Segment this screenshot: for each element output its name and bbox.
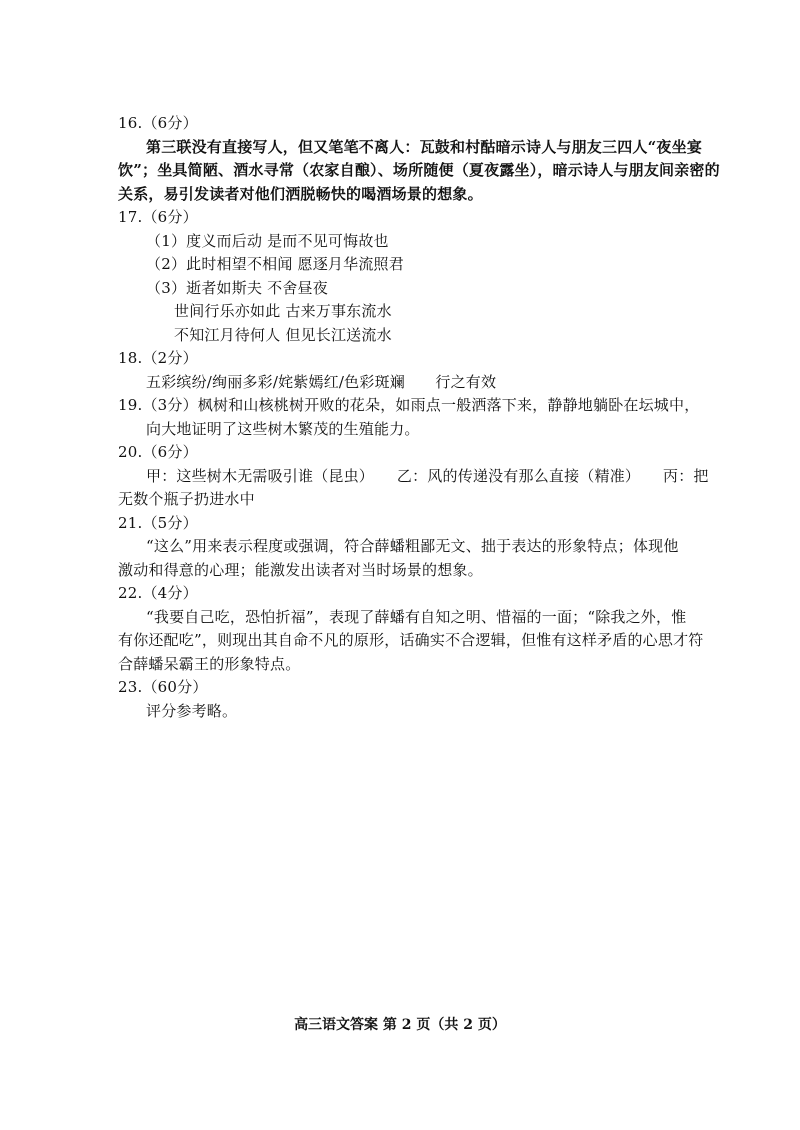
answer-line: 合薛蟠呆霸王的形象特点。 [118, 654, 301, 673]
answer-line: 关系，易引发读者对他们洒脱畅快的喝酒场景的想象。 [118, 184, 483, 203]
answer-line: “我要自己吃，恐怕折福”，表现了薛蟠有自知之明、惜福的一面；“除我之外，惟 [146, 607, 687, 626]
answer-line: 无数个瓶子扔进水中 [118, 490, 255, 508]
answer-line: 19.（3分）枫树和山核桃树开败的花朵，如雨点一般洒落下来，静静地躺卧在坛城中， [118, 396, 700, 414]
answer-line: 激动和得意的心理；能激发出读者对当时场景的想象。 [118, 560, 483, 579]
answer-line: 五彩缤纷/绚丽多彩/姹紫嫣红/色彩斑斓 行之有效 [146, 372, 497, 391]
answer-line: （2）此时相望不相闻 愿逐月华流照君 [146, 255, 404, 273]
answer-line: “这么”用来表示程度或强调，符合薛蟠粗鄙无文、拙于表达的形象特点；体现他 [146, 537, 679, 555]
answer-line: 20.（6分） [118, 443, 198, 461]
answer-line: 16.（6分） [118, 114, 198, 132]
answer-line: 评分参考略。 [146, 701, 238, 720]
answer-line: 18.（2分） [118, 349, 198, 367]
answer-line: 22.（4分） [118, 584, 198, 602]
answer-line: 饮”；坐具简陋、酒水寻常（农家自酿）、场所随便（夏夜露坐），暗示诗人与朋友间亲密的 [118, 161, 720, 179]
answer-line: 不知江月待何人 但见长江送流水 [174, 325, 392, 344]
answer-line: （1）度义而后动 是而不见可悔故也 [146, 231, 389, 250]
page-footer: 高三语文答案 第 2 页（共 2 页） [294, 1017, 506, 1033]
answer-content [118, 112, 738, 723]
answer-line: 有你还配吃”，则现出其自命不凡的原形，话确实不合逻辑，但惟有这样矛盾的心思才符 [118, 631, 704, 649]
answer-line: （3）逝者如斯夫 不舍昼夜 [146, 278, 328, 297]
answer-line: 21.（5分） [118, 513, 198, 532]
answer-line: 23.（60分） [118, 678, 208, 696]
answer-line: 第三联没有直接写人，但又笔笔不离人：瓦鼓和村酤暗示诗人与朋友三四人“夜坐宴 [146, 137, 703, 156]
answer-line: 17.（6分） [118, 208, 198, 226]
answer-line: 甲：这些树木无需吸引谁（昆虫） 乙：风的传递没有那么直接（精准） 丙：把 [146, 466, 709, 485]
answer-line: 世间行乐亦如此 古来万事东流水 [174, 302, 392, 320]
answer-line: 向大地证明了这些树木繁茂的生殖能力。 [146, 419, 420, 438]
